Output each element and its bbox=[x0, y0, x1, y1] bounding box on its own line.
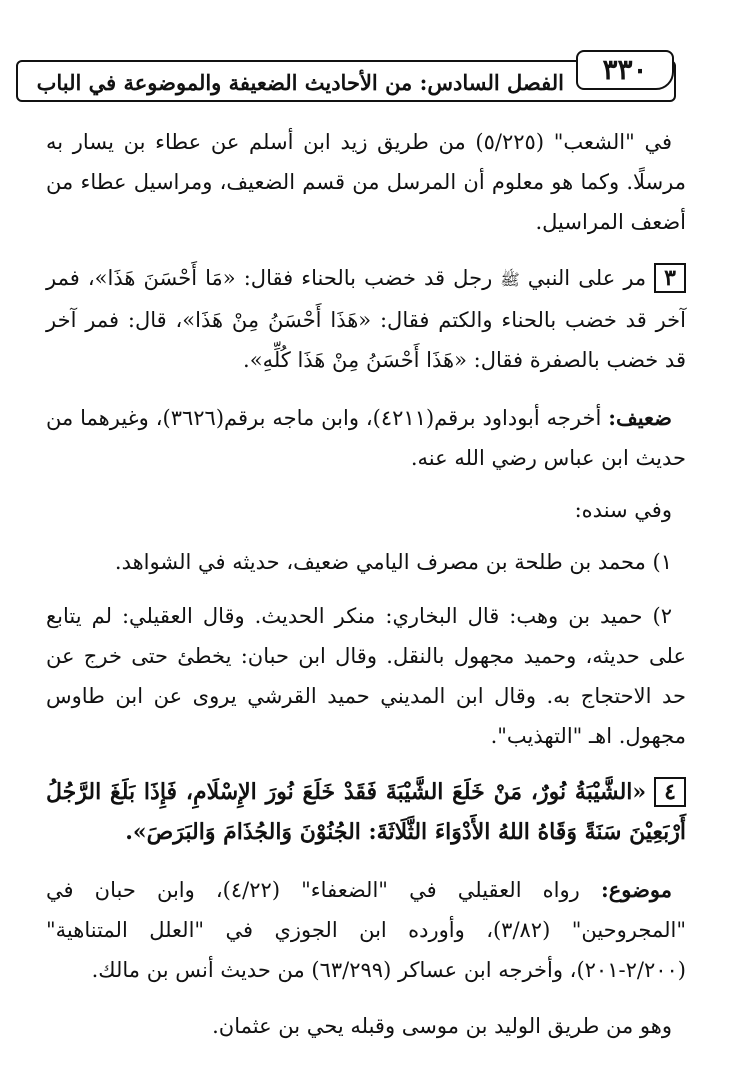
salutation-seal-icon: ﷺ bbox=[500, 270, 520, 289]
hadith-number-box: ٣ bbox=[654, 263, 686, 293]
chain-note: وهو من طريق الوليد بن موسى وقبله يحي بن عثمان. bbox=[212, 1014, 672, 1038]
hadith-4-text: «الشَّيْبَةُ نُورٌ، مَنْ خَلَعَ الشَّيْبَةَ فَقَدْ خَلَعَ نُورَ الإِسْلَامِ، فَإِذَا بَلَغَ الرَّجُلُ أَرْبَعِيْنَ سَنَةً وَقَاهُ اللهُ الأَدْوَاءَ الثَّلَاثَةَ: الجُنُوْنَ وَالجُذَامَ وَالبَرَصَ». bbox=[46, 779, 686, 845]
grading-text: رواه العقيلي في "الضعفاء" (٤/٢٢)، وابن حبان في "المجروحين" (٣/٨٢)، وأورده ابن الجوزي في "العلل المتناهية" (٢/٢٠٠-٢٠١)، وأخرجه ابن عساكر (٦٣/٢٩٩) من حديث أنس بن مالك. bbox=[46, 878, 686, 982]
hadith-4 bbox=[46, 772, 686, 852]
grading-label: موضوع: bbox=[600, 877, 672, 902]
grading-weak bbox=[46, 398, 686, 478]
paragraph-source-note: في "الشعب" (٥/٢٢٥) من طريق زيد ابن أسلم عن عطاء بن يسار به مرسلًا. وكما هو معلوم أن المرسل من قسم الضعيف، ومراسيل عطاء من أضعف المراسيل. bbox=[46, 130, 686, 234]
grading-text: أخرجه أبوداود برقم(٤٢١١)، وابن ماجه برقم(٣٦٢٦)، وغيرهما من حديث ابن عباس رضي الله عنه. bbox=[46, 406, 686, 470]
grading-fabricated bbox=[46, 870, 686, 990]
hadith-number-box: ٤ bbox=[654, 777, 686, 807]
narrator-note-2: ٢) حميد بن وهب: قال البخاري: منكر الحديث. وقال العقيلي: لم يتابع على حديثه، وحميد مجهول بالنقل. وقال ابن حبان: يخطئ حتى خرج عن حد الاحتجاج به. وقال ابن المديني حميد القرشي يروى عن ابن طاوس مجهول. اهـ "التهذيب". bbox=[46, 604, 686, 748]
hadith-3 bbox=[46, 258, 686, 380]
narrator-note-1: ١) محمد بن طلحة بن مصرف اليامي ضعيف، حديثه في الشواهد. bbox=[114, 550, 672, 574]
chain-intro: وفي سنده: bbox=[574, 498, 672, 522]
grading-label: ضعيف: bbox=[608, 405, 672, 430]
page-number: ٣٣٠ bbox=[576, 50, 674, 90]
hadith-3-text-b: رجل قد خضب بالحناء فقال: «مَا أَحْسَنَ هَذَا»، فمر آخر قد خضب بالحناء والكتم فقال: «هَذَا أَحْسَنُ مِنْ هَذَا»، قال: فمر آخر قد خضب بالصفرة فقال: «هَذَا أَحْسَنُ مِنْ هَذَا كُلِّهِ». bbox=[46, 266, 686, 372]
chapter-title: الفصل السادس: من الأحاديث الضعيفة والموضوعة في الباب bbox=[36, 70, 564, 95]
hadith-3-text-a: مر على النبي bbox=[519, 266, 647, 290]
